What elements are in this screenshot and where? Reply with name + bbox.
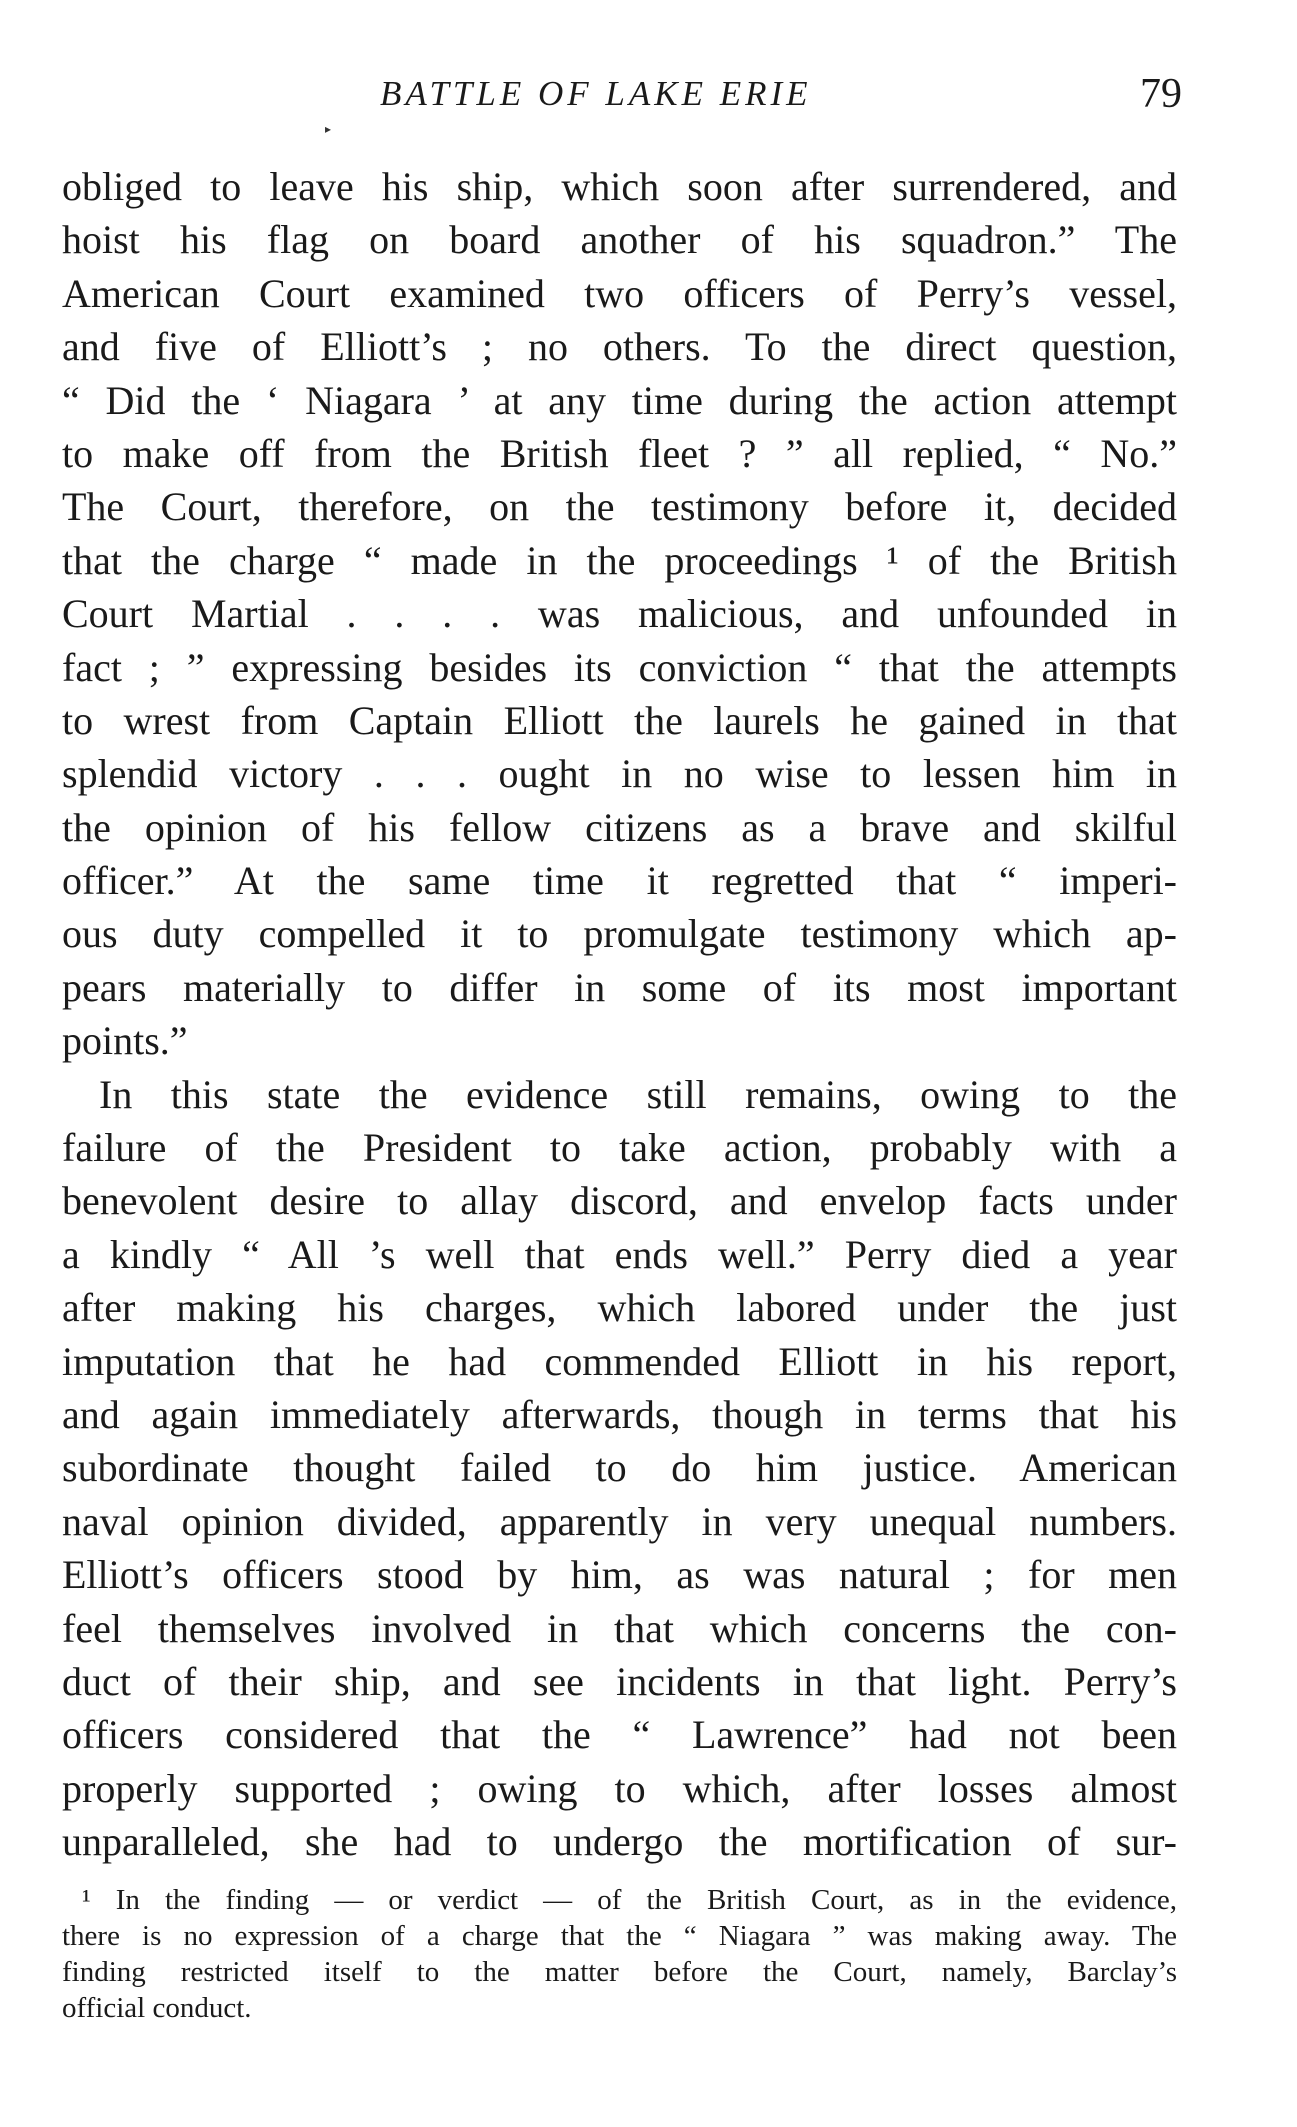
text-line: unparalleled, she had to undergo the mortification of sur- <box>62 1819 1177 1865</box>
text-line: points.” <box>62 1018 188 1064</box>
footnote-line: there is no expression of a charge that the “ Niagara ” was making away. The <box>62 1920 1177 1952</box>
text-line: to make off from the British fleet ? ” all replied, “ No.” <box>62 430 1177 476</box>
text-line: after making his charges, which labored under the just <box>62 1285 1177 1331</box>
text-line: American Court examined two officers of Perry’s vessel, <box>62 270 1177 316</box>
text-line: The Court, therefore, on the testimony before it, decided <box>62 484 1177 530</box>
footnote-line: finding restricted itself to the matter before the Court, namely, Barclay’s <box>62 1956 1177 1988</box>
text-line: feel themselves involved in that which concerns the con- <box>62 1605 1177 1651</box>
text-line: subordinate thought failed to do him justice. American <box>62 1445 1177 1491</box>
footnote-line: official conduct. <box>62 1992 252 2024</box>
text-line: imputation that he had commended Elliott in his report, <box>62 1338 1177 1384</box>
text-line: and again immediately afterwards, though in terms that his <box>62 1391 1177 1437</box>
text-line: Court Martial . . . . was malicious, and unfounded in <box>62 591 1177 637</box>
running-header <box>0 70 1297 130</box>
text-line: the opinion of his fellow citizens as a brave and skilful <box>62 804 1177 850</box>
footnote-line: ¹ In the finding — or verdict — of the British Court, as in the evidence, <box>82 1884 1177 1916</box>
text-line: a kindly “ All ’s well that ends well.” Perry died a year <box>62 1231 1177 1277</box>
text-line: obliged to leave his ship, which soon after surrendered, and <box>62 164 1177 209</box>
text-line: In this state the evidence still remains, owing to the <box>99 1071 1177 1117</box>
text-line: ous duty compelled it to promulgate testimony which ap- <box>62 911 1177 957</box>
text-line: splendid victory . . . ought in no wise to lessen him in <box>62 751 1177 797</box>
text-line: hoist his flag on board another of his squadron.” The <box>62 217 1177 263</box>
footnote <box>62 1882 1177 2026</box>
text-line: and five of Elliott’s ; no others. To the direct question, <box>62 324 1177 370</box>
text-line: “ Did the ‘ Niagara ’ at any time during the action attempt <box>62 377 1177 423</box>
text-line: duct of their ship, and see incidents in that light. Perry’s <box>62 1658 1177 1704</box>
text-line: benevolent desire to allay discord, and envelop facts under <box>62 1178 1177 1224</box>
page-number: 79 <box>1140 71 1182 117</box>
text-line: pears materially to differ in some of its most important <box>62 964 1177 1010</box>
text-line: failure of the President to take action, probably with a <box>62 1125 1177 1171</box>
printer-mark: ▸ <box>325 122 332 136</box>
text-line: properly supported ; owing to which, after losses almost <box>62 1765 1177 1811</box>
body-text <box>62 160 1177 1869</box>
text-line: officers considered that the “ Lawrence” had not been <box>62 1712 1177 1758</box>
text-line: officer.” At the same time it regretted that “ imperi- <box>62 858 1177 904</box>
text-line: that the charge “ made in the proceedings ¹ of the British <box>62 537 1177 583</box>
text-line: Elliott’s officers stood by him, as was natural ; for men <box>62 1552 1177 1598</box>
running-title: BATTLE OF LAKE ERIE <box>380 74 812 113</box>
text-line: to wrest from Captain Elliott the laurels he gained in that <box>62 697 1177 743</box>
text-line: fact ; ” expressing besides its conviction “ that the attempts <box>62 644 1177 690</box>
text-line: naval opinion divided, apparently in very unequal numbers. <box>62 1498 1177 1544</box>
